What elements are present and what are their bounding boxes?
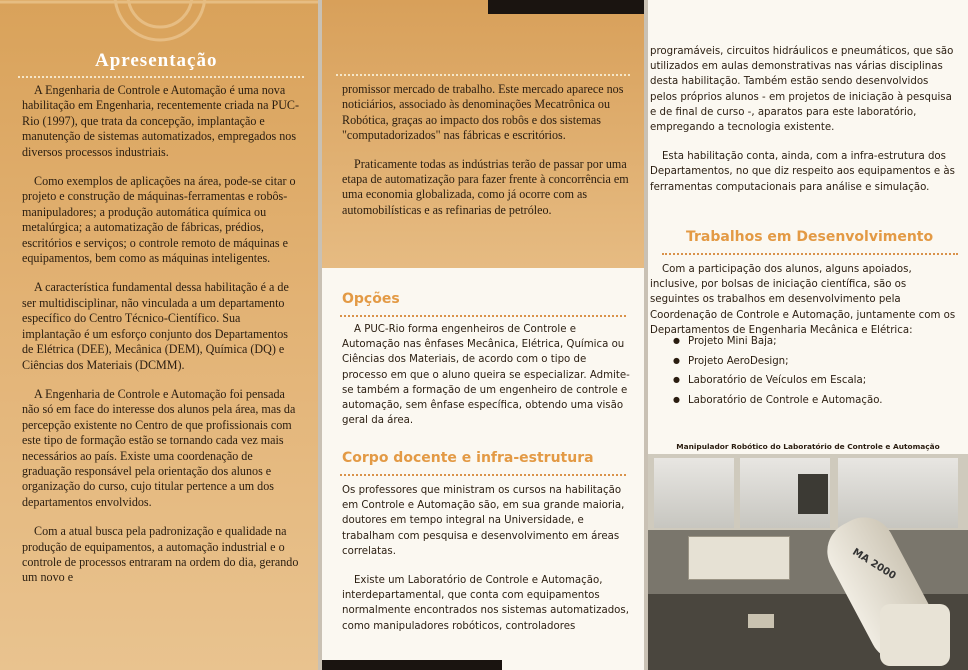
paragraph: Praticamente todas as indústrias terão de passar por uma etapa de automatização para fazer frente à concorrência em uma economia globalizada, como já ocorre com as automobilísticas e as refinarias de petróleo. (342, 156, 629, 217)
pendant (748, 614, 774, 628)
top-edge-shadow (488, 0, 648, 14)
paragraph: A PUC-Rio forma engenheiros de Controle e Automação nas ênfases Mecânica, Elétrica, Química ou Ciências dos Materiais, de acordo com o tipo de processo em que o aluno queira se especializar. Admite-se também a formação de um engenheiro de controle e automação, sem ênfase específica, obtendo uma visão geral da área. (342, 324, 630, 427)
left-body-text (22, 83, 300, 600)
dotted-divider (336, 74, 630, 76)
paragraph: promissor mercado de trabalho. Este mercado aparece nos noticiários, associado às denominações Mecatrônica ou Robótica, graças ao impacto dos robôs e dos sistemas "computadorizados" nas fábricas e escritórios. (342, 82, 624, 143)
paragraph: Existe um Laboratório de Controle e Automação, interdepartamental, que conta com equipamentos normalmente encontrados nos sistemas automatizados, como manipuladores robóticos, controladores (342, 575, 629, 632)
dotted-divider (662, 253, 958, 255)
corpo-docente-text (342, 483, 634, 648)
paragraph: Os professores que ministram os cursos na habilitação em Controle e Automação são, em sua grande maioria, doutores em tempo integral na Universidade, e trabalham com pesquisa e desenvolvimento em áreas correlatas. (342, 485, 625, 557)
photo-caption: Manipulador Robótico do Laboratório de Controle e Automação (676, 442, 940, 451)
section-title-opcoes: Opções (342, 291, 400, 307)
paragraph: Esta habilitação conta, ainda, com a infra-estrutura dos Departamentos, no que diz respeito aos equipamentos e às ferramentas computacionais para análise e simulação. (650, 151, 955, 193)
bullet-item: ● Projeto AeroDesign; (673, 356, 789, 367)
bullet-item: ● Laboratório de Controle e Automação. (673, 395, 883, 406)
bullet-item: ● Laboratório de Veículos em Escala; (673, 375, 866, 386)
robot-arm-photo (648, 454, 968, 670)
paragraph: Como exemplos de aplicações na área, pode-se citar o projeto e construção de máquinas-ferramentas e robôs-manipuladores; a produção automática química ou metalúrgica; a automatização de fábricas, prédios, escritórios e serviços; o controle remoto de máquinas e equipamentos, bem como as máquinas inteligentes. (22, 174, 296, 266)
section-title-corpo-docente: Corpo docente e infra-estrutura (342, 450, 594, 466)
middle-body-text (342, 82, 630, 231)
bullet-item: ● Projeto Mini Baja; (673, 336, 777, 347)
paragraph: A Engenharia de Controle e Automação é uma nova habilitação em Engenharia, recentemente criada na PUC-Rio (1997), que trata da concepção, implantação e manutenção de sistemas automatizados, empregados nos diversos processos industriais. (22, 83, 300, 159)
dotted-divider (340, 315, 626, 317)
section-title-trabalhos: Trabalhos em Desenvolvimento (686, 229, 934, 245)
middle-panel (322, 0, 644, 670)
left-panel (0, 0, 318, 670)
robot-model-label: MA 2000 (850, 546, 898, 583)
section-title-apresentacao: Apresentação (95, 50, 218, 71)
opcoes-text (342, 322, 632, 442)
paragraph: Com a participação dos alunos, alguns apoiados, inclusive, por bolsas de iniciação científica, são os seguintes os trabalhos em desenvolvimento pela Coordenação de Controle e Automação, juntamente com os Departamentos de Engenharia Mecânica e Elétrica: (650, 264, 956, 336)
right-panel (648, 0, 968, 670)
dotted-divider (18, 76, 304, 78)
paragraph: A Engenharia de Controle e Automação foi pensada não só em face do interesse dos alunos pela área, mas da percepção existente no Centro de que profissionais com este tipo de formação estão se tornando cada vez mais necessários ao país. Existe uma coordenação de graduação responsável pela orientação dos alunos e organização do curso, cujo titular pertence a um dos departamentos envolvidos. (22, 386, 296, 509)
gripper (798, 474, 828, 514)
right-body-text (650, 44, 956, 209)
paragraph: programáveis, circuitos hidráulicos e pneumáticos, que são utilizados em aulas demonstrativas nas várias disciplinas desta habilitação. Também estão sendo desenvolvidos pelos próprios alunos - em projetos de iniciação à pesquisa e de final de curso -, aparatos para este laboratório, empregando a tecnologia existente. (650, 46, 954, 134)
controller-box (688, 536, 790, 580)
bottom-edge-shadow (322, 660, 502, 670)
paragraph: Com a atual busca pela padronização e qualidade na produção de equipamentos, a automação industrial e o controle de processos entraram na ordem do dia, gerando um novo e (22, 524, 299, 585)
paragraph: A característica fundamental dessa habilitação é a de ser multidisciplinar, não vinculada a um departamento específico do Centro Técnico-Científico. Sua implantação é um esforço conjunto dos Departamentos de Elétrica (DEE), Mecânica (DEM), Química (DQ) e Ciências dos Materiais (DCMM). (22, 280, 289, 372)
robot-base (880, 604, 950, 666)
dotted-divider (340, 474, 626, 476)
